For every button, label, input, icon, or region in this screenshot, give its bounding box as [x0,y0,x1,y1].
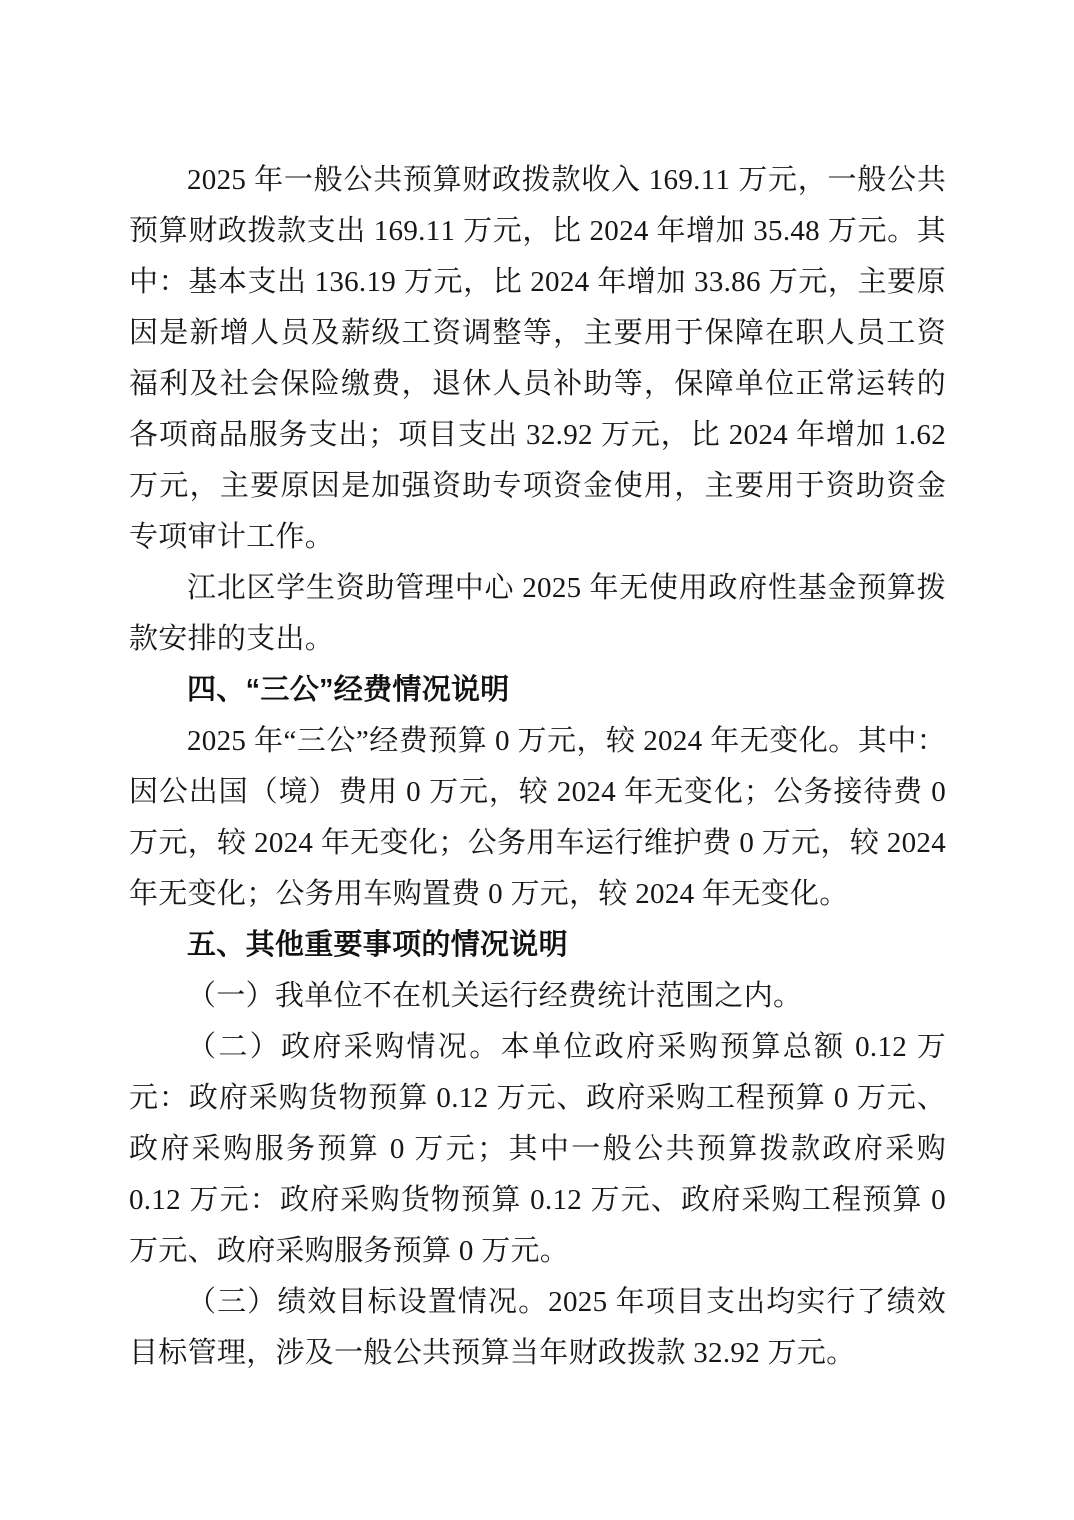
paragraph-item-one-operating-expense-scope: （一）我单位不在机关运行经费统计范围之内。 [187,980,803,1012]
section-heading-other-important-matters: 五、其他重要事项的情况说明 [187,929,568,961]
paragraph-three-public-expenses-detail: 2025 年“三公”经费预算 0 万元，较 2024 年无变化。其中：因公出国（境）费用 0 万元，较 2024 年无变化；公务接待费 0 万元，较 2024 年无变化；公务用车运行维护费 0 万元，较 2024 年无变化；公务用车购置费 0 万元，较 2024 年无变化。 [129,725,946,910]
document-page [129,155,946,1379]
section-heading-three-public-expenses: 四、“三公”经费情况说明 [187,674,510,706]
paragraph-general-budget-allocation: 2025 年一般公共预算财政拨款收入 169.11 万元，一般公共预算财政拨款支出 169.11 万元，比 2024 年增加 35.48 万元。其中：基本支出 136.19 万元，比 2024 年增加 33.86 万元，主要原因是新增人员及薪级工资调整等，主要用于保障在职人员工资福利及社会保险缴费，退休人员补助等，保障单位正常运转的各项商品服务支出；项目支出 32.92 万元，比 2024 年增加 1.62 万元，主要原因是加强资助专项资金使用，主要用于资助资金专项审计工作。 [129,164,946,553]
paragraph-government-fund-statement: 江北区学生资助管理中心 2025 年无使用政府性基金预算拨款安排的支出。 [129,572,946,655]
paragraph-item-two-government-procurement: （二）政府采购情况。本单位政府采购预算总额 0.12 万元：政府采购货物预算 0.12 万元、政府采购工程预算 0 万元、政府采购服务预算 0 万元；其中一般公共预算拨款政府采购 0.12 万元：政府采购货物预算 0.12 万元、政府采购工程预算 0 万元、政府采购服务预算 0 万元。 [129,1031,946,1267]
paragraph-item-three-performance-targets: （三）绩效目标设置情况。2025 年项目支出均实行了绩效目标管理，涉及一般公共预算当年财政拨款 32.92 万元。 [129,1286,946,1369]
